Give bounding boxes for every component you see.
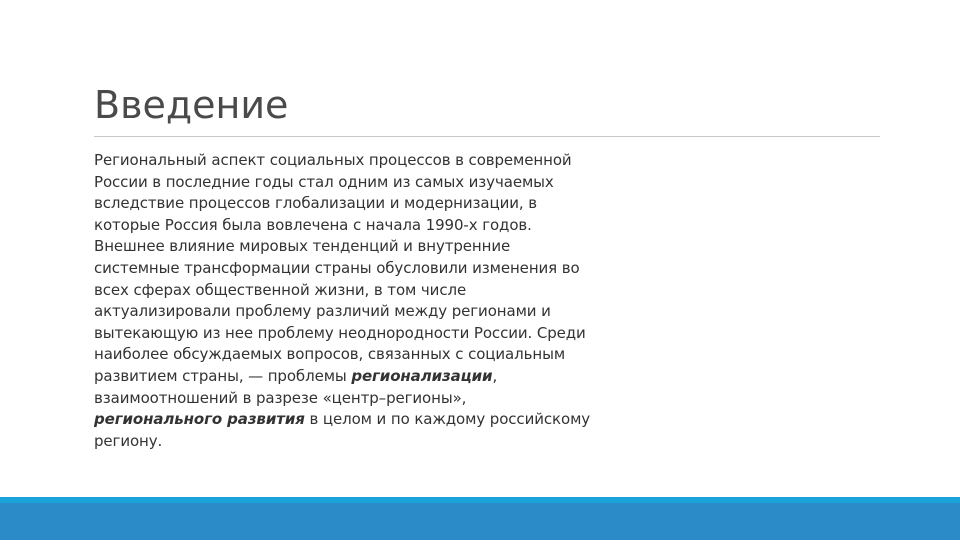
- body-line: взаимоотношений в разрезе «центр–регионы»,: [94, 388, 467, 407]
- emphasis-regionalization: регионализации: [351, 366, 493, 385]
- body-line: всех сферах общественной жизни, в том числе: [94, 280, 467, 299]
- footer-accent-stripe: [0, 497, 960, 503]
- footer-accent-bar: [0, 497, 960, 540]
- body-line: Внешнее влияние мировых тенденций и внутренние: [94, 237, 511, 256]
- body-line: которые Россия была вовлечена с начала 1990-х годов.: [94, 215, 532, 234]
- body-line: вытекающую из нее проблему неоднородности России. Среди: [94, 323, 586, 342]
- body-line: наиболее обсуждаемых вопросов, связанных с социальным: [94, 345, 566, 364]
- body-line: вследствие процессов глобализации и модернизации, в: [94, 194, 537, 213]
- body-line: региону.: [94, 431, 163, 450]
- emphasis-regional-development: регионального развития: [94, 410, 305, 429]
- body-line: системные трансформации страны обусловили изменения во: [94, 258, 580, 277]
- body-text-fragment: развитием страны, — проблемы: [94, 366, 352, 385]
- body-text-fragment: ,: [492, 366, 498, 385]
- title-divider: [94, 136, 880, 137]
- body-line: [94, 409, 634, 431]
- slide-body-text: [94, 150, 634, 452]
- body-line: [94, 366, 634, 388]
- body-text-fragment: в целом и по каждому российскому: [304, 410, 591, 429]
- slide-title: Введение: [94, 83, 289, 127]
- body-line: Региональный аспект социальных процессов в современной: [94, 151, 572, 169]
- body-line: России в последние годы стал одним из самых изучаемых: [94, 172, 554, 191]
- body-line: актуализировали проблему различий между регионами и: [94, 302, 551, 321]
